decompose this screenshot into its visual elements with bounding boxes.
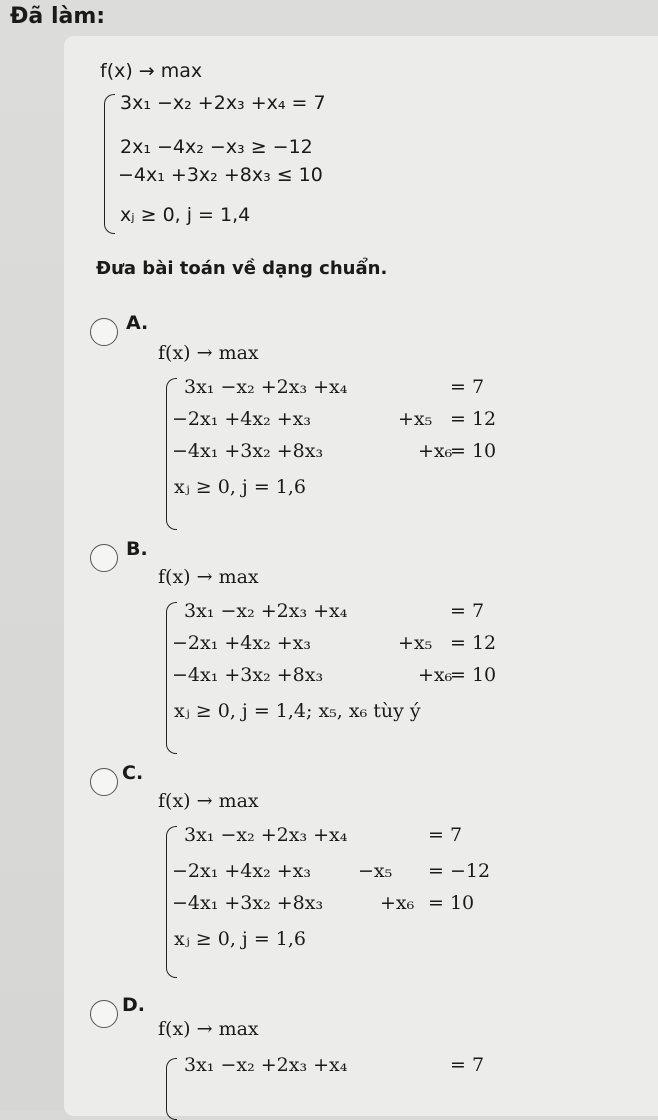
- problem-line-1: 3x₁ −x₂ +2x₃ +x₄ = 7: [120, 92, 326, 114]
- problem-system: [96, 60, 416, 240]
- option-a-l3-slack: +x₆: [418, 440, 453, 462]
- option-d-l1-lhs: 3x₁ −x₂ +2x₃ +x₄: [184, 1054, 348, 1076]
- option-c-l3-lhs: −4x₁ +3x₂ +8x₃: [172, 892, 324, 914]
- option-a-l2-lhs: −2x₁ +4x₂ +x₃: [172, 408, 312, 430]
- problem-brace: [104, 94, 115, 234]
- option-c-l3-rhs: = 10: [428, 892, 475, 914]
- option-b-l3-lhs: −4x₁ +3x₂ +8x₃: [172, 664, 324, 686]
- option-b-objective: f(x) → max: [158, 566, 259, 588]
- option-a-l2-slack: +x₅: [398, 408, 433, 430]
- option-c-l1-rhs: = 7: [428, 824, 463, 846]
- option-b-l3-rhs: = 10: [450, 664, 497, 686]
- option-c-l2-slack: −x₅: [358, 860, 393, 882]
- option-b-l3-slack: +x₆: [418, 664, 453, 686]
- option-c-objective: f(x) → max: [158, 790, 259, 812]
- option-d-brace: [166, 1058, 177, 1120]
- option-b-l1-lhs: 3x₁ −x₂ +2x₃ +x₄: [184, 600, 348, 622]
- option-c-l3-slack: +x₆: [380, 892, 415, 914]
- option-a-l1-rhs: = 7: [450, 376, 485, 398]
- option-c-l4-lhs: xⱼ ≥ 0, j = 1,6: [174, 928, 307, 950]
- option-b-l4-lhs: xⱼ ≥ 0, j = 1,4; x₅, x₆ tùy ý: [174, 700, 421, 722]
- option-c-l2-rhs: = −12: [428, 860, 491, 882]
- option-c-system[interactable]: [158, 784, 578, 964]
- option-b-l2-slack: +x₅: [398, 632, 433, 654]
- option-c-l1-lhs: 3x₁ −x₂ +2x₃ +x₄: [184, 824, 348, 846]
- option-d-objective: f(x) → max: [158, 1018, 259, 1040]
- option-a-l3-lhs: −4x₁ +3x₂ +8x₃: [172, 440, 324, 462]
- option-a-l1-lhs: 3x₁ −x₂ +2x₃ +x₄: [184, 376, 348, 398]
- option-b-system[interactable]: [158, 560, 578, 740]
- problem-objective: f(x) → max: [100, 60, 203, 82]
- option-a-system[interactable]: [158, 336, 558, 516]
- option-c-letter: C.: [122, 762, 144, 784]
- problem-line-4: xⱼ ≥ 0, j = 1,4: [120, 204, 251, 226]
- option-a-objective: f(x) → max: [158, 342, 259, 364]
- option-b-letter: B.: [126, 538, 148, 560]
- option-b-l2-rhs: = 12: [450, 632, 497, 654]
- page-heading: Đã làm:: [10, 4, 106, 29]
- option-d-radio[interactable]: [90, 1000, 118, 1028]
- option-d-letter: D.: [122, 994, 145, 1016]
- option-c-radio[interactable]: [90, 768, 118, 796]
- option-c-l2-lhs: −2x₁ +4x₂ +x₃: [172, 860, 312, 882]
- option-a-l4-lhs: xⱼ ≥ 0, j = 1,6: [174, 476, 307, 498]
- option-a-l3-rhs: = 10: [450, 440, 497, 462]
- option-b-l1-rhs: = 7: [450, 600, 485, 622]
- option-a-l2-rhs: = 12: [450, 408, 497, 430]
- problem-line-3: −4x₁ +3x₂ +8x₃ ≤ 10: [118, 164, 323, 186]
- option-a-letter: A.: [126, 312, 149, 334]
- problem-line-2: 2x₁ −4x₂ −x₃ ≥ −12: [120, 136, 313, 158]
- option-d-l1-rhs: = 7: [450, 1054, 485, 1076]
- option-b-radio[interactable]: [90, 544, 118, 572]
- option-a-radio[interactable]: [90, 318, 118, 346]
- question-prompt: Đưa bài toán về dạng chuẩn.: [96, 258, 388, 279]
- option-b-l2-lhs: −2x₁ +4x₂ +x₃: [172, 632, 312, 654]
- option-d-system[interactable]: [158, 1014, 578, 1106]
